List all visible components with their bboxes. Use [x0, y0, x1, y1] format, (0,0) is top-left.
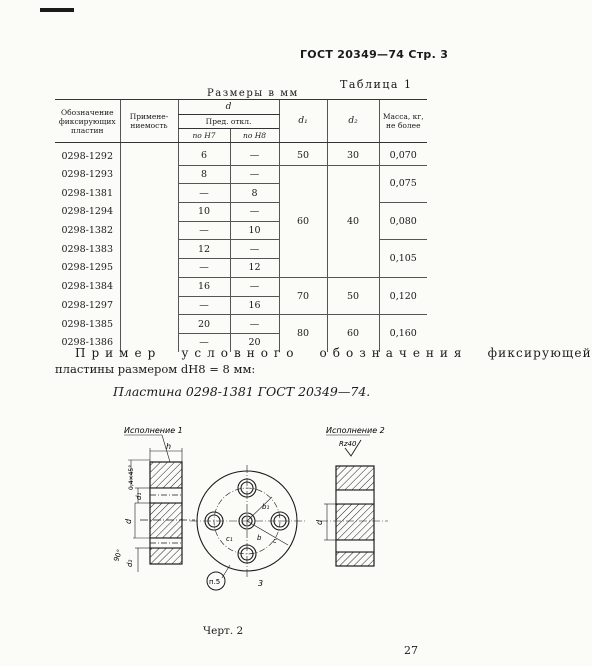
table-title: Таблица 1 — [340, 78, 413, 91]
section-view-variant-1 — [128, 448, 195, 572]
page-number: 27 — [404, 644, 418, 657]
example-designation: Пластина 0298-1381 ГОСТ 20349—74. — [113, 384, 371, 399]
dim-h: h — [166, 442, 172, 451]
col-h7: по H7 — [178, 129, 230, 143]
dim-d1-left: d₁ — [135, 492, 143, 500]
col-d2: d₂ — [327, 100, 379, 143]
page-header: ГОСТ 20349—74 Стр. 3 — [300, 48, 449, 61]
table-row: 0298-1292 6 — 50 30 0,070 — [55, 143, 427, 166]
plan-view — [190, 465, 305, 578]
section-view-variant-2 — [320, 440, 388, 566]
col-h8: по H8 — [230, 129, 279, 143]
variant-1-label: Исполнение 1 — [124, 426, 183, 435]
roughness-label: Rz40 — [339, 440, 357, 448]
figure-caption: Черт. 2 — [203, 625, 244, 637]
dim-chamfer: 0,4×45° — [128, 464, 135, 490]
col-tolerance: Пред. откл. — [178, 115, 279, 129]
callout-label: п.5 — [209, 578, 221, 586]
table-row: 0298-1382 — 10 — [55, 221, 427, 240]
note-3: 3 — [258, 579, 264, 588]
col-mass: Масса, кг, не более — [379, 100, 427, 143]
table-row: 0298-1295 — 12 — [55, 259, 427, 278]
dim-b1: b₁ — [262, 503, 270, 511]
example-line-1: Пример условного обозначения фиксирующей — [75, 346, 592, 360]
dim-angle: 90° — [112, 548, 125, 563]
dim-d-left: d — [124, 518, 133, 524]
dim-d2-left: d₂ — [126, 559, 134, 567]
table-row: 0298-1383 12 — 0,105 — [55, 240, 427, 259]
table-row: 0298-1293 8 — 60 40 0,075 — [55, 165, 427, 184]
dim-d-right: d — [315, 519, 324, 525]
dim-c: c — [273, 537, 277, 545]
table-row: 0298-1384 16 — 70 50 0,120 — [55, 277, 427, 296]
table-row: 0298-1294 10 — 0,080 — [55, 203, 427, 222]
table-row: 0298-1381 — 8 — [55, 184, 427, 203]
col-designation: Обозначение фиксирующих пластин — [55, 100, 120, 143]
table-row: 0298-1297 — 16 — [55, 296, 427, 315]
table-row: 0298-1385 20 — 80 60 0,160 — [55, 315, 427, 334]
variant-2-label: Исполнение 2 — [326, 426, 385, 435]
dim-b: b — [257, 534, 262, 542]
dim-c1: c₁ — [226, 535, 233, 543]
col-d1: d₁ — [279, 100, 327, 143]
table-row: 0298-1386 — 20 — [55, 333, 427, 351]
col-application: Применениемость — [120, 100, 178, 143]
table-units: Размеры в мм — [207, 88, 299, 99]
example-line-2: пластины размером dH8 = 8 мм: — [55, 362, 256, 376]
col-d: d — [178, 100, 279, 115]
